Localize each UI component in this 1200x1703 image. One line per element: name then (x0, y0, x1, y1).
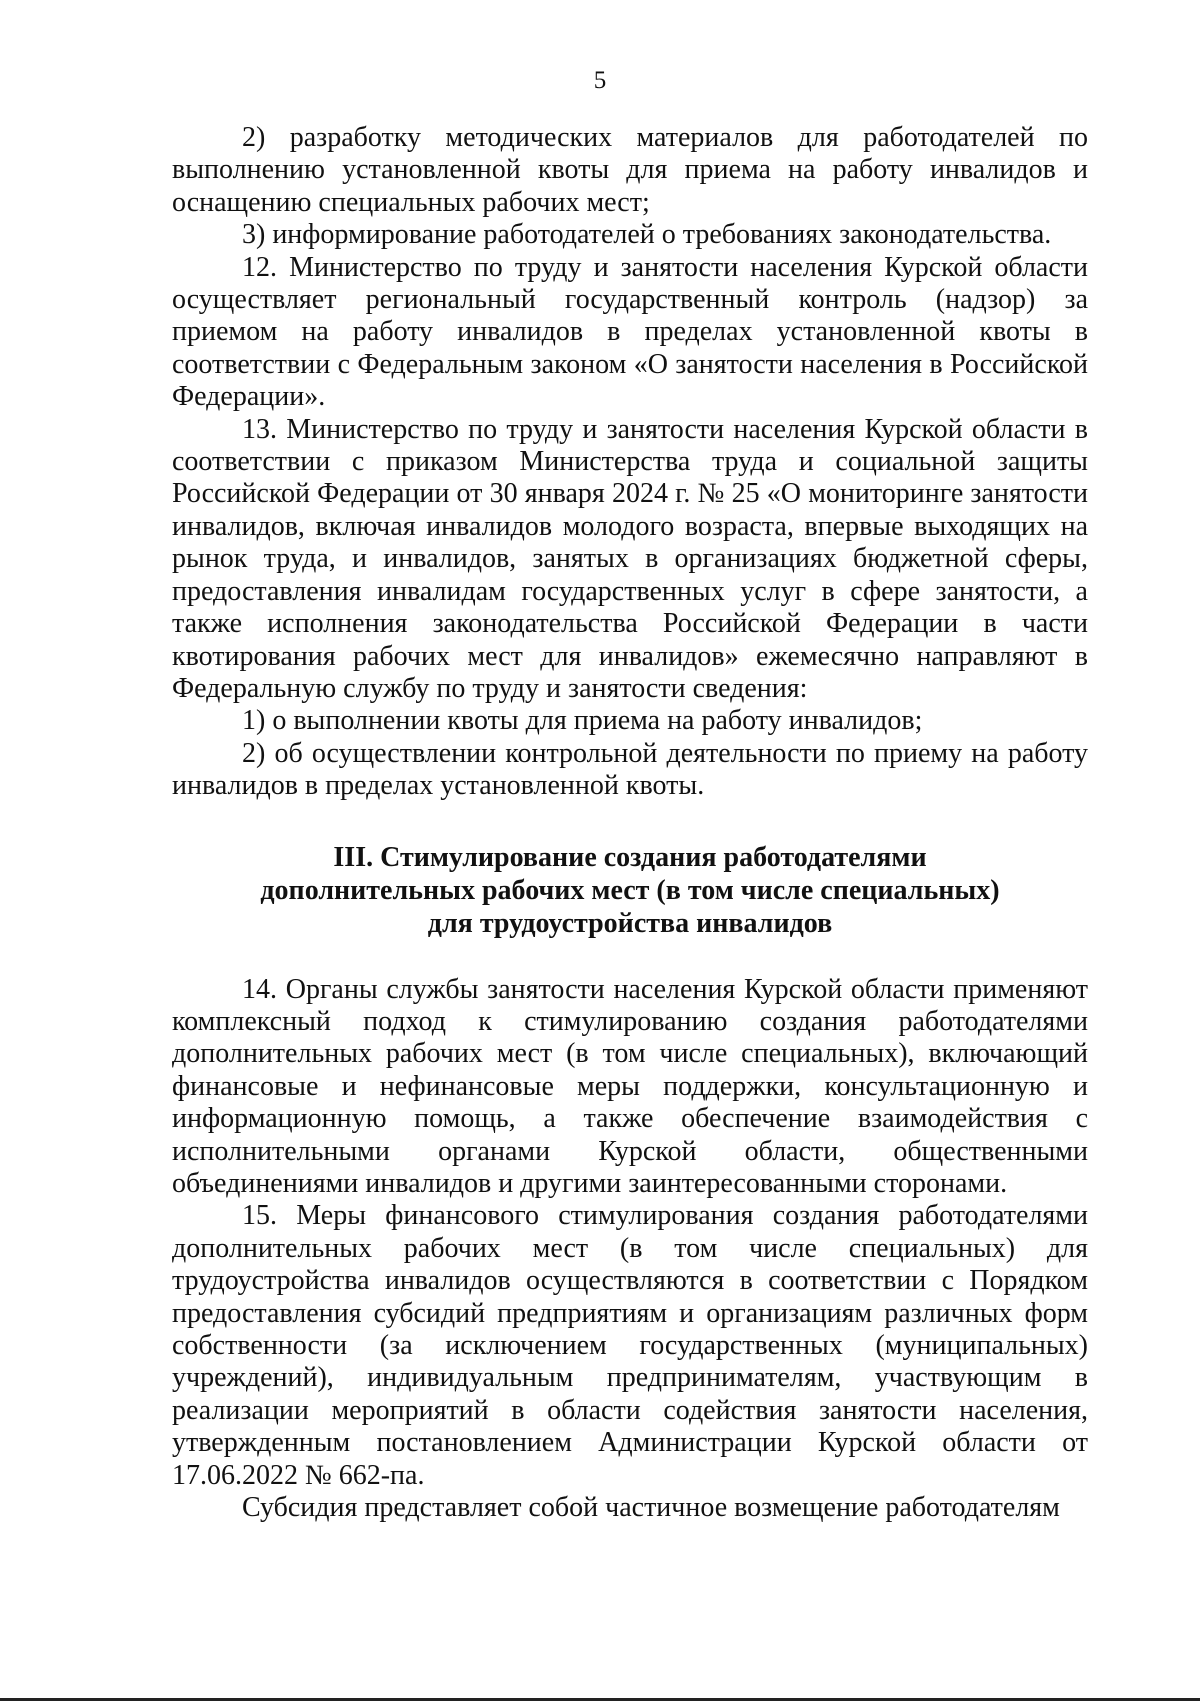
document-body (172, 122, 1088, 1524)
paragraph-15: 15. Меры финансового стимулирования создания работодателями дополнительных рабочих мест (в том числе специальных) для трудоустройства инвалидов осуществляются в соответствии с Порядком предоставления субсидий предприятиям и организациям различных форм собственности (за исключением государственных (муниципальных) учреждений), индивидуальным предпринимателям, участвующим в реализации мероприятий в области содействия занятости населения, утвержденным постановлением Администрации Курской области от 17.06.2022 № 662-па. (172, 1200, 1088, 1491)
section-heading-line-2: дополнительных рабочих мест (в том числе специальных) (260, 874, 1000, 906)
paragraph-13: 13. Министерство по труду и занятости населения Курской области в соответствии с приказом Министерства труда и социальной защиты Российской Федерации от 30 января 2024 г. № 25 «О мониторинге занятости инвалидов, включая инвалидов молодого возраста, впервые выходящих на рынок труда, и инвалидов, занятых в организациях бюджетной сферы, предоставления инвалидам государственных услуг в сфере занятости, а также исполнения законодательства Российской Федерации в части квотирования рабочих мест для инвалидов» ежемесячно направляют в Федеральную службу по труду и занятости сведения: (172, 413, 1088, 704)
page-number: 5 (593, 67, 607, 94)
scan-bottom-edge (0, 1698, 1200, 1701)
section-heading-line-3: для трудоустройства инвалидов (427, 907, 833, 939)
section-heading-line-1: III. Стимулирование создания работодателями (333, 841, 927, 873)
paragraph-14: 14. Органы службы занятости населения Курской области применяют комплексный подход к стимулированию создания работодателями дополнительных рабочих мест (в том числе специальных), включающий финансовые и нефинансовые меры поддержки, консультационную и информационную помощь, а также обеспечение взаимодействия с исполнительными органами Курской области, общественными объединениями инвалидов и другими заинтересованными сторонами. (172, 973, 1088, 1199)
paragraph-item-3-informing: 3) информирование работодателей о требованиях законодательства. (242, 219, 1052, 251)
paragraph-13-item-1: 1) о выполнении квоты для приема на работу инвалидов; (242, 705, 923, 737)
section-heading (172, 841, 1088, 940)
paragraph-subsidy: Субсидия представляет собой частичное возмещение работодателям (242, 1492, 1060, 1524)
paragraph-13-item-2: 2) об осуществлении контрольной деятельности по приему на работу инвалидов в пределах установленной квоты. (172, 737, 1088, 802)
paragraph-12: 12. Министерство по труду и занятости населения Курской области осуществляет региональный государственный контроль (надзор) за приемом на работу инвалидов в пределах установленной квоты в соответствии с Федеральным законом «О занятости населения в Российской Федерации». (172, 251, 1088, 413)
paragraph-item-2-methodical: 2) разработку методических материалов для работодателей по выполнению установленной квоты для приема на работу инвалидов и оснащению специальных рабочих мест; (172, 122, 1088, 218)
